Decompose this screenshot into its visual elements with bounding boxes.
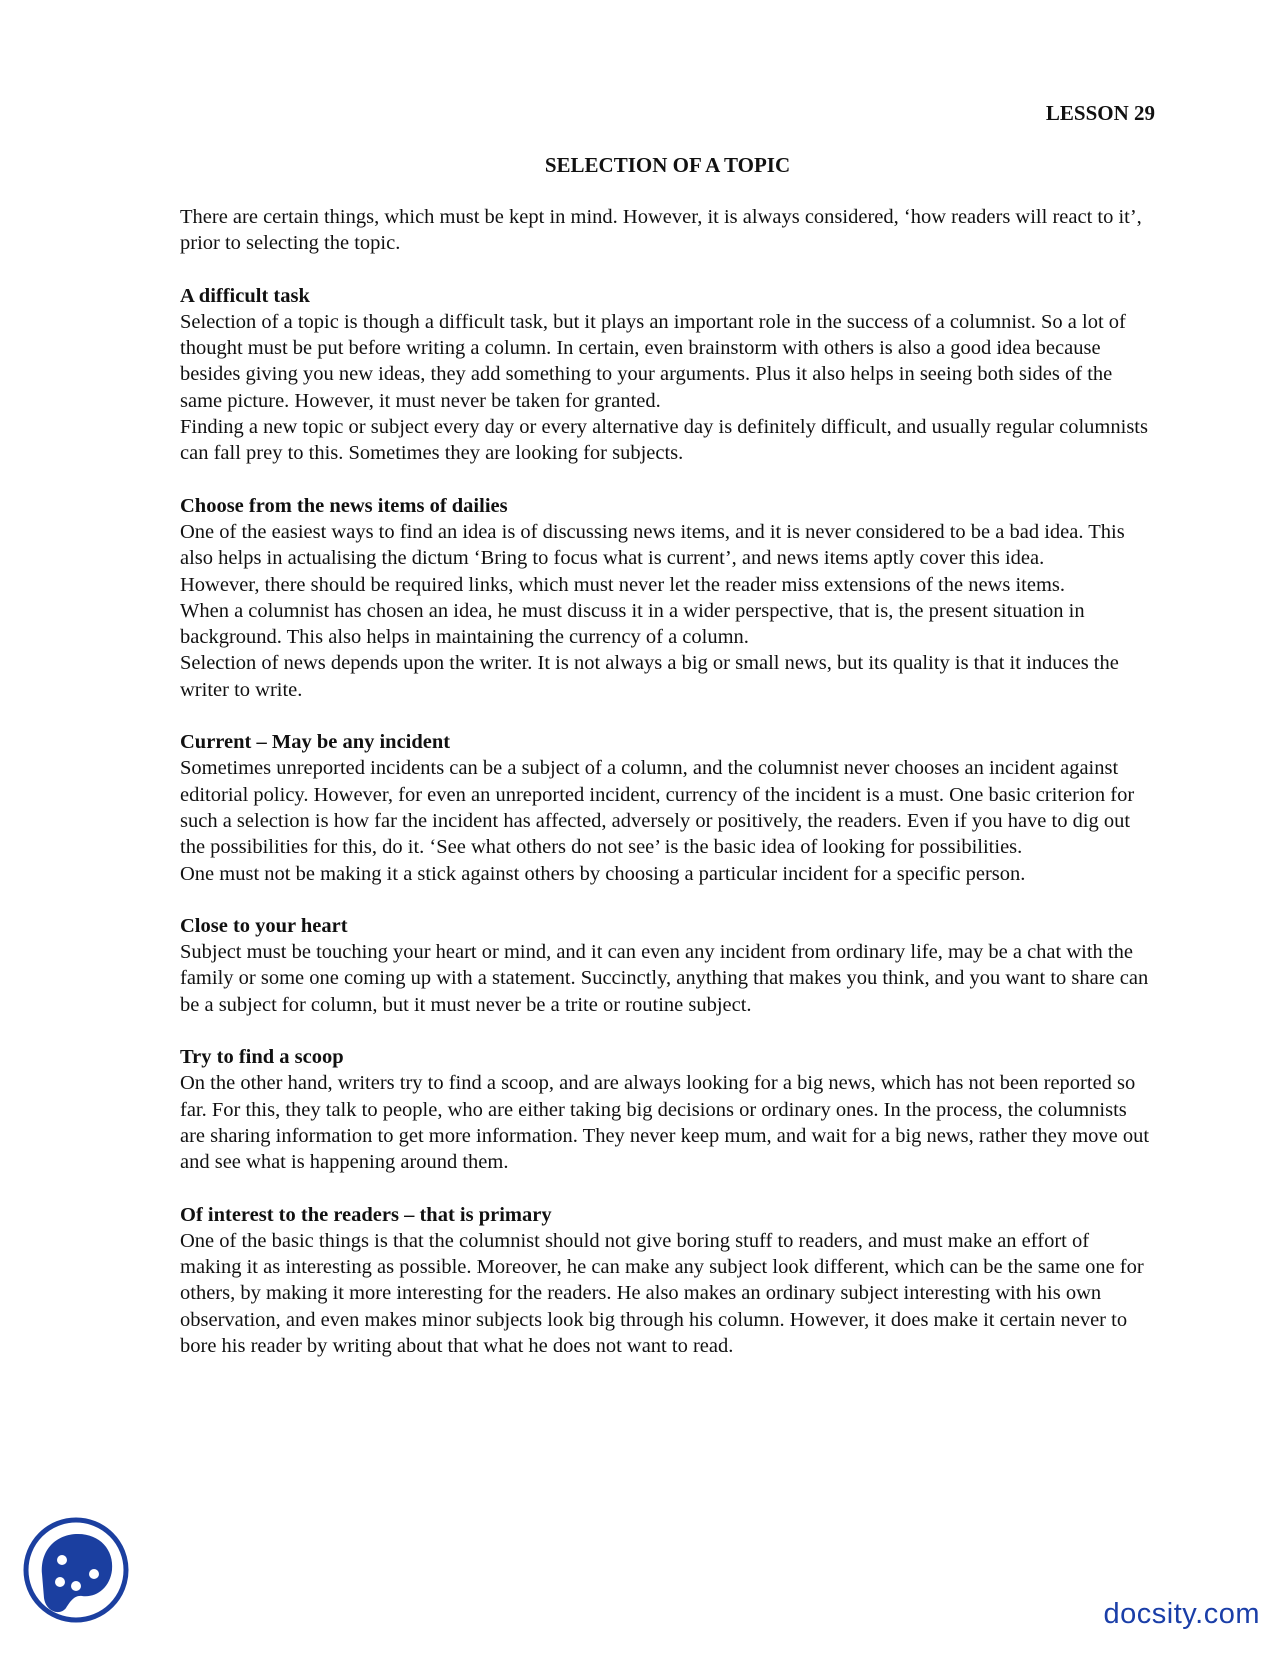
docsity-logo-icon[interactable]: [22, 1516, 130, 1624]
docsity-brand-link[interactable]: docsity.com: [1103, 1598, 1260, 1630]
section-current-incident: [180, 729, 1155, 887]
section-paragraph: When a columnist has chosen an idea, he must discuss it in a wider perspective, that is, the present situation in background. This also helps in maintaining the currency of a column.: [180, 599, 1085, 649]
page-title: SELECTION OF A TOPIC: [544, 153, 791, 177]
section-paragraph: Selection of news depends upon the writer. It is not always a big or small news, but its quality is that it induces the writer to write.: [180, 652, 1119, 701]
section-paragraph: One of the basic things is that the columnist should not give boring stuff to readers, and must make an effort of making it as interesting as possible. Moreover, he can make any subject look different, which can be the same one for others, by making it more interesting for the readers. He also makes an ordinary subject interesting with his own observation, and even makes minor subjects look big through his column. However, it does make it certain never to bore his reader by writing about that what he does not want to read.: [180, 1229, 1144, 1357]
section-heading: Of interest to the readers – that is primary: [180, 1203, 552, 1226]
section-paragraph: Finding a new topic or subject every day or every alternative day is definitely difficult, and usually regular columnists can fall prey to this. Sometimes they are looking for subjects.: [180, 416, 1148, 465]
section-paragraph: One of the easiest ways to find an idea is of discussing news items, and it is never considered to be a bad idea. This also helps in actualising the dictum ‘Bring to focus what is current’, and news items aptly cover this idea.: [180, 520, 1125, 570]
section-paragraph: Subject must be touching your heart or mind, and it can even any incident from ordinary life, may be a chat with the family or some one coming up with a statement. Succinctly, anything that makes you think, and you want to share can be a subject for column, but it must never be a trite or routine subject.: [180, 941, 1149, 1016]
section-paragraph: Sometimes unreported incidents can be a subject of a column, and the columnist never chooses an incident against editorial policy. However, for even an unreported incident, currency of the incident is a must. One basic criterion for such a selection is how far the incident has affected, adversely or positively, the readers. Even if you have to dig out the possibilities for this, do it. ‘See what others do not see’ is the basic idea of looking for possibilities.: [180, 757, 1135, 859]
section-heading: Try to find a scoop: [180, 1046, 344, 1069]
intro-paragraph: There are certain things, which must be kept in mind. However, it is always considered, ‘how readers will react to it’, prior to selecting the topic.: [180, 206, 1142, 255]
section-heading: A difficult task: [180, 284, 310, 307]
section-heading: Close to your heart: [180, 914, 348, 937]
section-heading: Current – May be any incident: [180, 731, 451, 754]
section-heading: Choose from the news items of dailies: [180, 494, 508, 517]
section-paragraph: Selection of a topic is though a difficult task, but it plays an important role in the success of a columnist. So a lot of thought must be put before writing a column. In certain, even brainstorm with others is also a good idea because besides giving you new ideas, they add something to your arguments. Plus it also helps in seeing both sides of the same picture. However, it must never be taken for granted.: [180, 310, 1126, 412]
document-page: [180, 100, 1155, 1359]
section-find-scoop: [180, 1044, 1155, 1175]
section-interest-readers: [180, 1202, 1155, 1360]
section-paragraph: However, there should be required links, which must never let the reader miss extensions of the news items.: [180, 573, 1066, 596]
section-paragraph: One must not be making it a stick against others by choosing a particular incident for a specific person.: [180, 862, 1026, 885]
section-close-to-heart: [180, 913, 1155, 1018]
section-paragraph: On the other hand, writers try to find a scoop, and are always looking for a big news, which has not been reported so far. For this, they talk to people, who are either taking big decisions or ordinary ones. In the process, the columnists are sharing information to get more information. They never keep mum, and wait for a big news, rather they move out and see what is happening around them.: [180, 1072, 1150, 1174]
section-news-items: [180, 493, 1155, 703]
section-difficult-task: [180, 283, 1155, 467]
lesson-number: LESSON 29: [1045, 101, 1155, 125]
